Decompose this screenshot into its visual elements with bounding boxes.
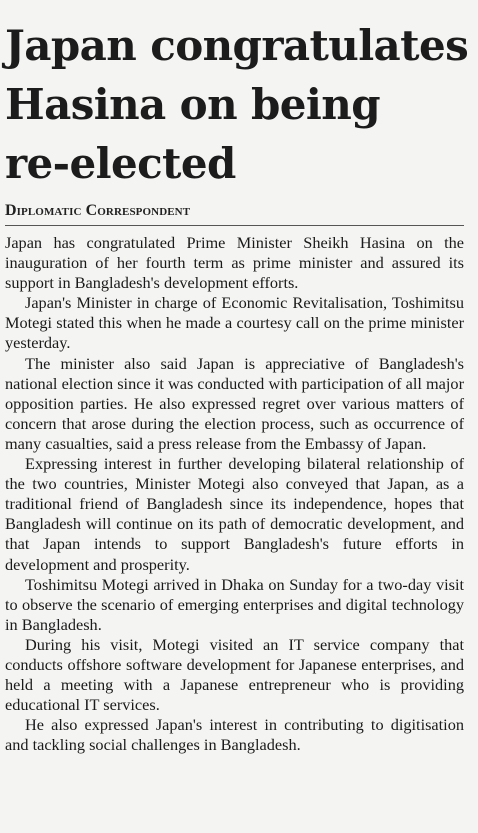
article-paragraph: The minister also said Japan is appreciative of Bangladesh's national election since it was conducted with participation of all major opposition parties. He also expressed regret over various matters of concern that arose during the election process, such as occurrence of many casualties, said a press release from the Embassy of Japan. — [5, 353, 464, 453]
headline — [5, 0, 469, 193]
article-paragraph: During his visit, Motegi visited an IT service company that conducts offshore software development for Japanese enterprises, and held a meeting with a Japanese entrepreneur who is providing educational IT services. — [5, 634, 464, 715]
article-paragraph: He also expressed Japan's interest in contributing to digitisation and tackling social challenges in Bangladesh. — [5, 715, 464, 755]
headline-line: Japan congratulates — [5, 21, 469, 70]
headline-line: re-elected — [5, 139, 236, 188]
byline: Diplomatic Correspondent — [5, 202, 191, 219]
article-body — [5, 233, 464, 755]
article-paragraph: Toshimitsu Motegi arrived in Dhaka on Sunday for a two-day visit to observe the scenario of emerging enterprises and digital technology in Bangladesh. — [5, 574, 464, 634]
headline-line: Hasina on being — [5, 80, 380, 129]
article-paragraph: Japan's Minister in charge of Economic Revitalisation, Toshimitsu Motegi stated this when he made a courtesy call on the prime minister yesterday. — [5, 293, 464, 353]
article-paragraph: Expressing interest in further developing bilateral relationship of the two countries, Minister Motegi also conveyed that Japan, as a traditional friend of Bangladesh since its independence, hopes that Bangladesh will continue on its path of democratic development, and that Japan intends to support Bangladesh's future efforts in development and prosperity. — [5, 454, 464, 574]
byline-divider — [5, 225, 464, 226]
article-paragraph: Japan has congratulated Prime Minister Sheikh Hasina on the inauguration of her fourth term as prime minister and assured its support in Bangladesh's development efforts. — [5, 233, 464, 293]
